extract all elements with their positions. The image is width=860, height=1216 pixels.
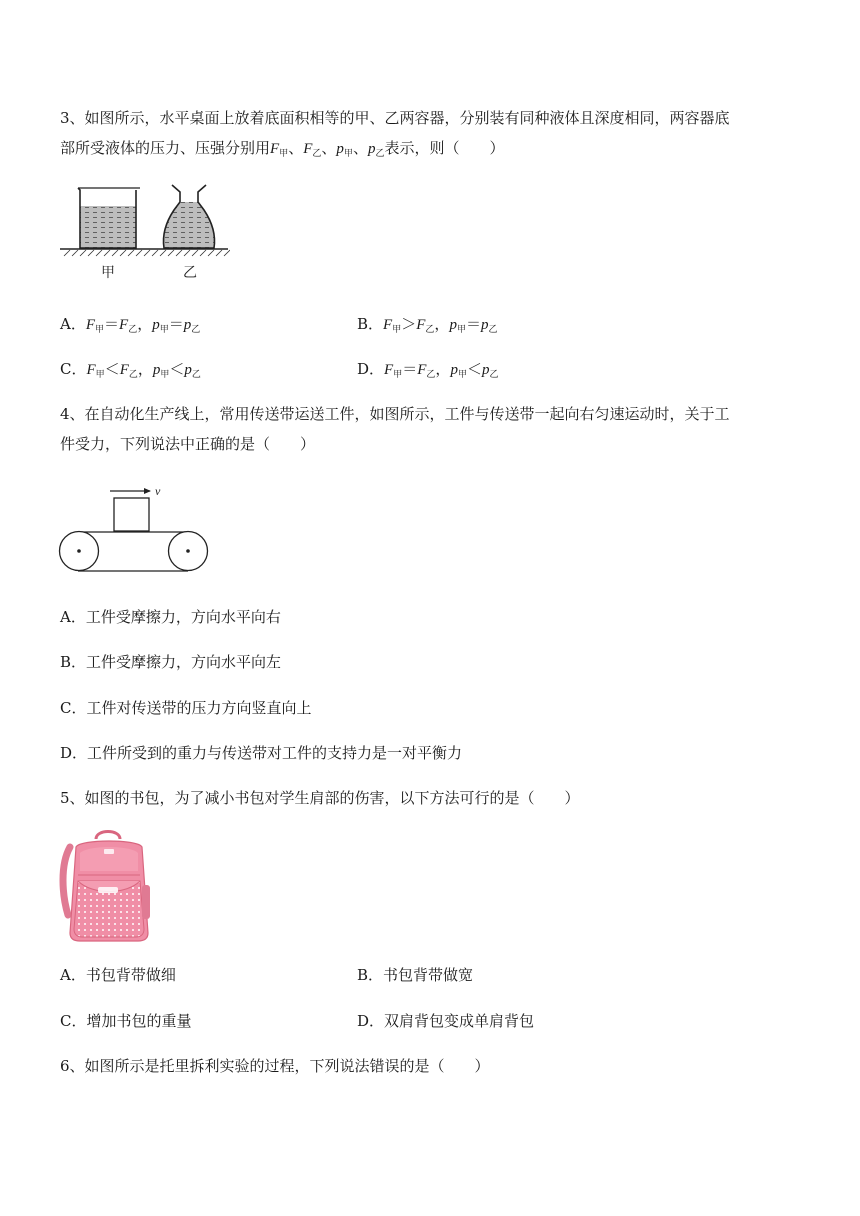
q3-containers-figure — [60, 180, 230, 285]
beaker-jia — [78, 188, 140, 248]
table-hatch — [64, 250, 230, 256]
label-jia: 甲 — [101, 265, 115, 281]
workpiece — [114, 498, 149, 531]
q5-option-a[interactable]: A．书包背带做细 — [60, 966, 176, 984]
q6-stem: 6、如图所示是托里拆利实验的过程，下列说法错误的是（ ） — [60, 1057, 490, 1075]
q4-option-d[interactable]: D．工件所受到的重力与传送带对工件的支持力是一对平衡力 — [60, 744, 463, 762]
q5-option-c[interactable]: C．增加书包的重量 — [60, 1012, 192, 1030]
q4-stem-line2: 件受力，下列说法中正确的是（ ） — [60, 435, 316, 453]
arrowhead-icon — [144, 488, 151, 494]
q4-stem-line1: 4、在自动化生产线上，常用传送带运送工件，如图所示，工件与传送带一起向右匀速运动时，关于工 — [60, 405, 730, 423]
q3-stem-line1: 3、如图所示，水平桌面上放着底面积相等的甲、乙两容器，分别装有同种液体且深度相同，两容器底 — [60, 109, 730, 127]
q4-conveyor-figure — [58, 480, 213, 580]
q5-stem: 5、如图的书包，为了减小书包对学生肩部的伤害，以下方法可行的是（ ） — [60, 789, 580, 807]
q5-option-b[interactable]: B．书包背带做宽 — [357, 966, 474, 984]
label-yi: 乙 — [183, 265, 197, 281]
q5-backpack-image — [58, 825, 158, 945]
q3-option-b[interactable]: B．$F_甲>F_乙$，$p_甲=p_乙$ — [357, 315, 498, 335]
flask-yi — [163, 185, 214, 248]
q3-option-d[interactable]: D．$F_甲=F_乙$，$p_甲<p_乙$ — [357, 360, 499, 380]
q3-stem-line2: 部所受液体的压力、压强分别用$F_甲$、$F_乙$、$p_甲$、$p_乙$表示，则（ ） — [60, 139, 505, 159]
q4-option-c[interactable]: C．工件对传送带的压力方向竖直向上 — [60, 699, 312, 717]
q4-option-b[interactable]: B．工件受摩擦力，方向水平向左 — [60, 653, 282, 671]
q4-option-a[interactable]: A．工件受摩擦力，方向水平向右 — [60, 608, 281, 626]
q5-option-d[interactable]: D．双肩背包变成单肩背包 — [357, 1012, 535, 1030]
q3-option-c[interactable]: C．$F_甲<F_乙$，$p_甲<p_乙$ — [60, 360, 201, 380]
q3-option-a[interactable]: A．$F_甲=F_乙$，$p_甲=p_乙$ — [60, 315, 201, 335]
velocity-label: v — [155, 484, 161, 498]
